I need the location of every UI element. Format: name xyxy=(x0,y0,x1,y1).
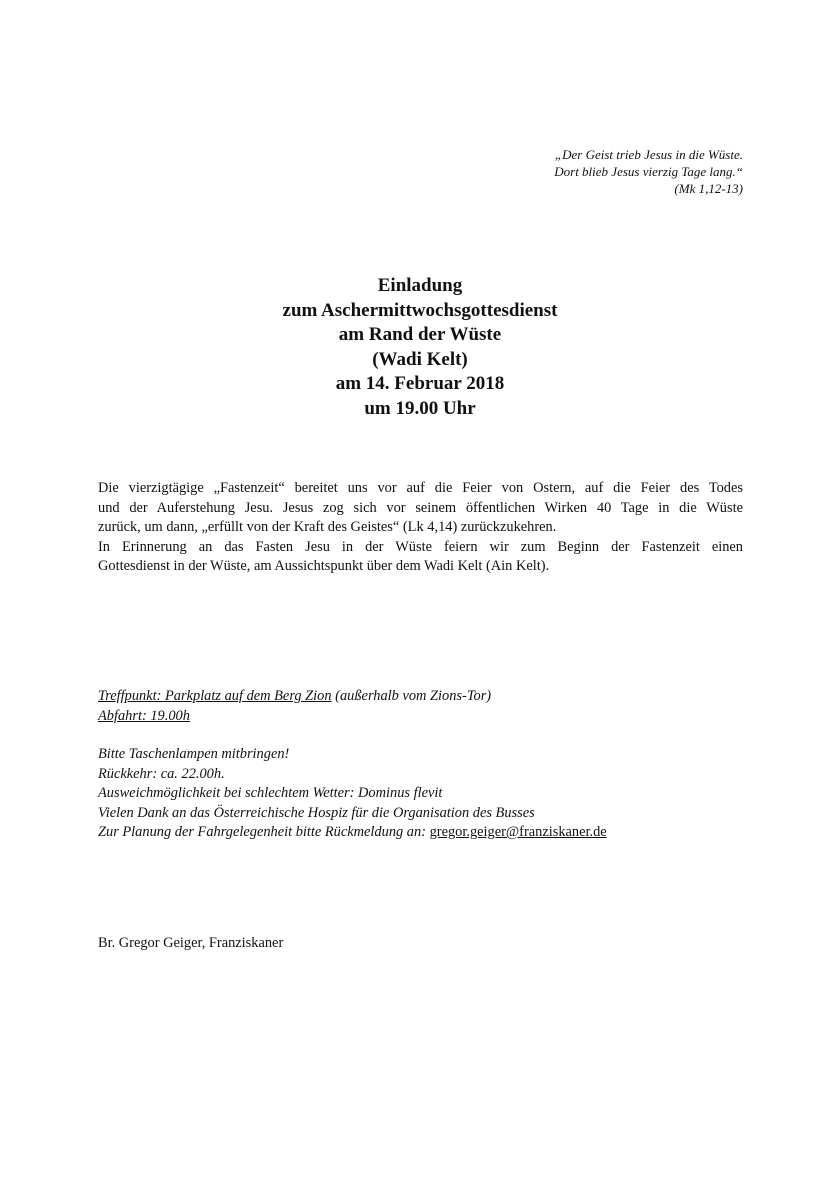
quote-line: „Der Geist trieb Jesus in die Wüste. xyxy=(554,147,743,162)
title-line: zum Aschermittwochsgottesdienst xyxy=(282,299,558,321)
intro-paragraph xyxy=(98,538,743,577)
title-line: um 19.00 Uhr xyxy=(364,397,476,419)
note-line: Ausweichmöglichkeit bei schlechtem Wetter: Dominus flevit xyxy=(98,785,443,801)
quote-line: Dort blieb Jesus vierzig Tage lang.“ xyxy=(554,164,743,179)
practical-notes xyxy=(98,745,607,843)
abfahrt-line xyxy=(98,707,491,727)
meeting-details xyxy=(98,687,491,726)
treffpunkt-label: Treffpunkt: Parkplatz auf dem Berg Zion xyxy=(98,688,332,704)
note-line: Bitte Taschenlampen mitbringen! xyxy=(98,746,290,762)
rsvp-email-link[interactable]: gregor.geiger@franziskaner.de xyxy=(429,824,607,840)
abfahrt-label: Abfahrt: 19.00h xyxy=(98,707,190,724)
title-line: Einladung xyxy=(377,275,463,296)
epigraph-quote xyxy=(554,146,743,197)
rsvp-line xyxy=(98,823,607,843)
title-line: am 14. Februar 2018 xyxy=(335,373,505,394)
intro-line: Gottesdienst in der Wüste, am Aussichtspunkt über dem Wadi Kelt (Ain Kelt). xyxy=(98,558,550,574)
intro-paragraph xyxy=(98,479,743,538)
intro-line: Die vierzigtägige „Fastenzeit“ bereitet uns vor auf die Feier von Ostern, auf die Feier des Todes xyxy=(98,480,743,496)
intro-line: zurück, um dann, „erfüllt von der Kraft des Geistes“ (Lk 4,14) zurückzukehren. xyxy=(98,519,557,535)
note-line: Rückkehr: ca. 22.00h. xyxy=(98,765,225,782)
intro-line: und der Auferstehung Jesu. Jesus zog sich vor seinem öffentlichen Wirken 40 Tage in die Wüste xyxy=(98,499,743,516)
intro-text xyxy=(98,479,743,577)
title-line: am Rand der Wüste xyxy=(338,324,502,345)
treffpunkt-line xyxy=(98,687,491,707)
note-line: Vielen Dank an das Österreichische Hospiz für die Organisation des Busses xyxy=(98,804,535,821)
quote-reference: (Mk 1,12-13) xyxy=(674,181,743,196)
treffpunkt-note: (außerhalb vom Zions-Tor) xyxy=(331,688,492,704)
invitation-title xyxy=(0,274,840,421)
signature: Br. Gregor Geiger, Franziskaner xyxy=(98,935,284,951)
intro-line: In Erinnerung an das Fasten Jesu in der Wüste feiern wir zum Beginn der Fastenzeit einen xyxy=(98,538,743,555)
rsvp-text: Zur Planung der Fahrgelegenheit bitte Rückmeldung an: xyxy=(98,824,430,840)
title-line: (Wadi Kelt) xyxy=(372,348,468,370)
